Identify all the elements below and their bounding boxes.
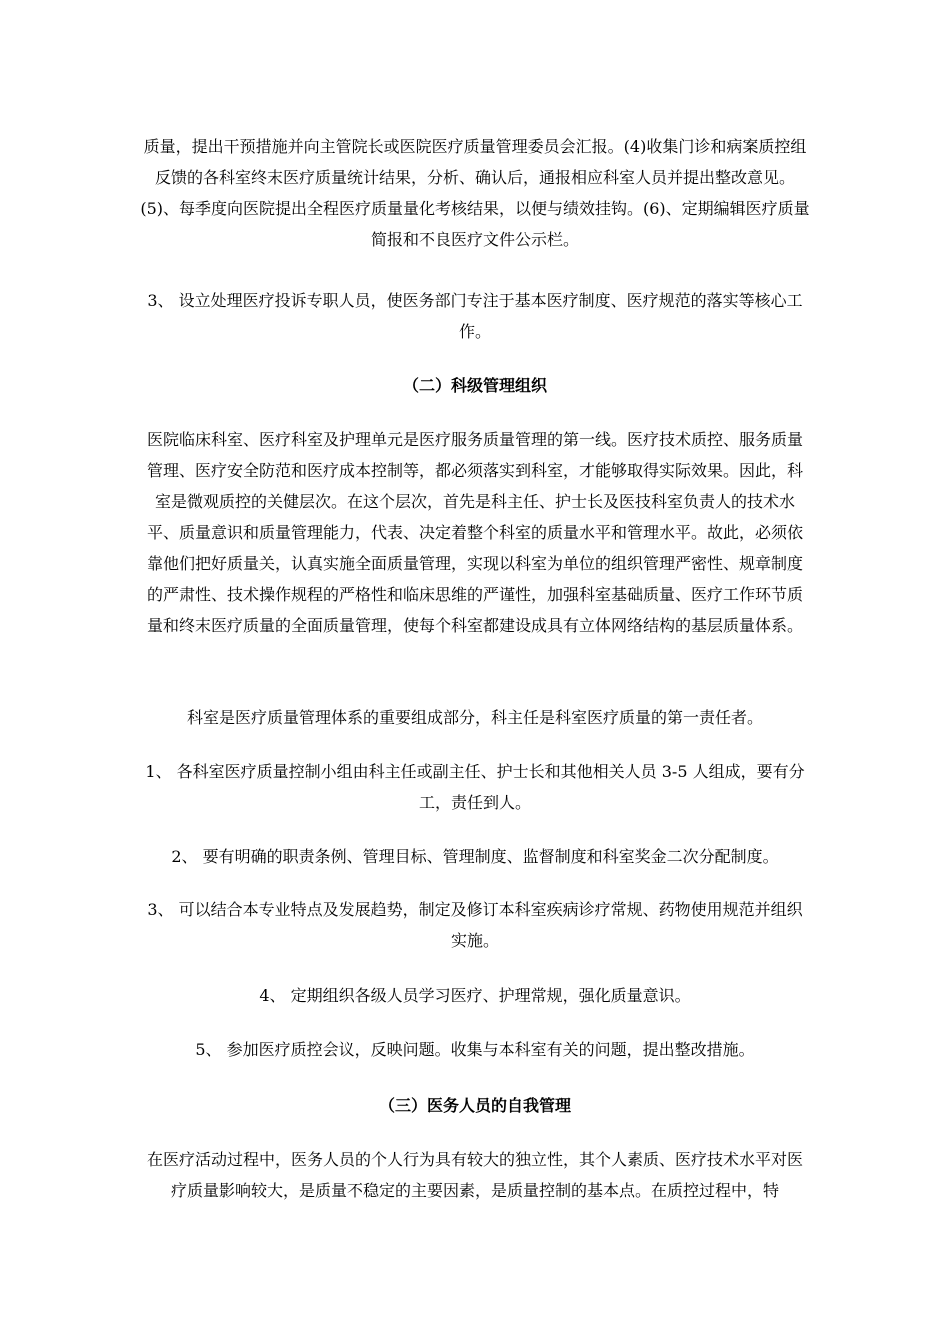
list-item-2: 2、 要有明确的职责条例、管理目标、管理制度、监督制度和科室奖金二次分配制度。 <box>171 847 779 866</box>
section-heading-department-management: （二）科级管理组织 <box>402 376 547 395</box>
paragraph-department-frontline: 医院临床科室、医疗科室及护理单元是医疗服务质量管理的第一线。医疗技术质控、服务质量管理、医疗安全防范和医疗成本控制等，都必须落实到科室，才能够取得实际效果。因此，科室是微观质控的关健层次。在这个层次，首先是科主任、护士长及医技科室负责人的技术水平、质量意识和质量管理能力，代表、决定着整个科室的质量水平和管理水平。故此，必须依靠他们把好质量关，认真实施全面质量管理，实现以科室为单位的组织管理严密性、规章制度的严肃性、技术操作规程的严格性和临床思维的严谨性，加强科室基础质量、医疗工作环节质量和终末医疗质量的全面质量管理，使每个科室都建设成具有立体网络结构的基层质量体系。 <box>146 430 803 635</box>
list-item-4: 4、 定期组织各级人员学习医疗、护理常规，强化质量意识。 <box>259 986 691 1005</box>
list-item-1: 1、 各科室医疗质量控制小组由科主任或副主任、护士长和其他相关人员 3-5 人组成，要有分工，责任到人。 <box>145 762 805 812</box>
paragraph-complaint-staff: 3、 设立处理医疗投诉专职人员，使医务部门专注于基本医疗制度、医疗规范的落实等核心工作。 <box>147 291 803 341</box>
list-item-3: 3、 可以结合本专业特点及发展趋势，制定及修订本科室疾病诊疗常规、药物使用规范并组织实施。 <box>147 900 803 950</box>
paragraph-self-management: 在医疗活动过程中，医务人员的个人行为具有较大的独立性，其个人素质、医疗技术水平对医疗质量影响较大，是质量不稳定的主要因素，是质量控制的基本点。在质控过程中，特 <box>146 1150 803 1200</box>
section-heading-self-management: （三）医务人员的自我管理 <box>378 1096 571 1115</box>
paragraph-quality-committee-report: 质量，提出干预措施并向主管院长或医院医疗质量管理委员会汇报。(4)收集门诊和病案质控组反馈的各科室终末医疗质量统计结果，分析、确认后，通报相应科室人员并提出整改意见。(5)、每季度向医院提出全程医疗质量量化考核结果，以便与绩效挂钩。(6)、定期编辑医疗质量简报和不良医疗文件公示栏。 <box>140 137 810 249</box>
list-item-5: 5、 参加医疗质控会议，反映问题。收集与本科室有关的问题，提出整改措施。 <box>195 1040 755 1059</box>
paragraph-department-responsibility: 科室是医疗质量管理体系的重要组成部分，科主任是科室医疗质量的第一责任者。 <box>186 708 763 727</box>
